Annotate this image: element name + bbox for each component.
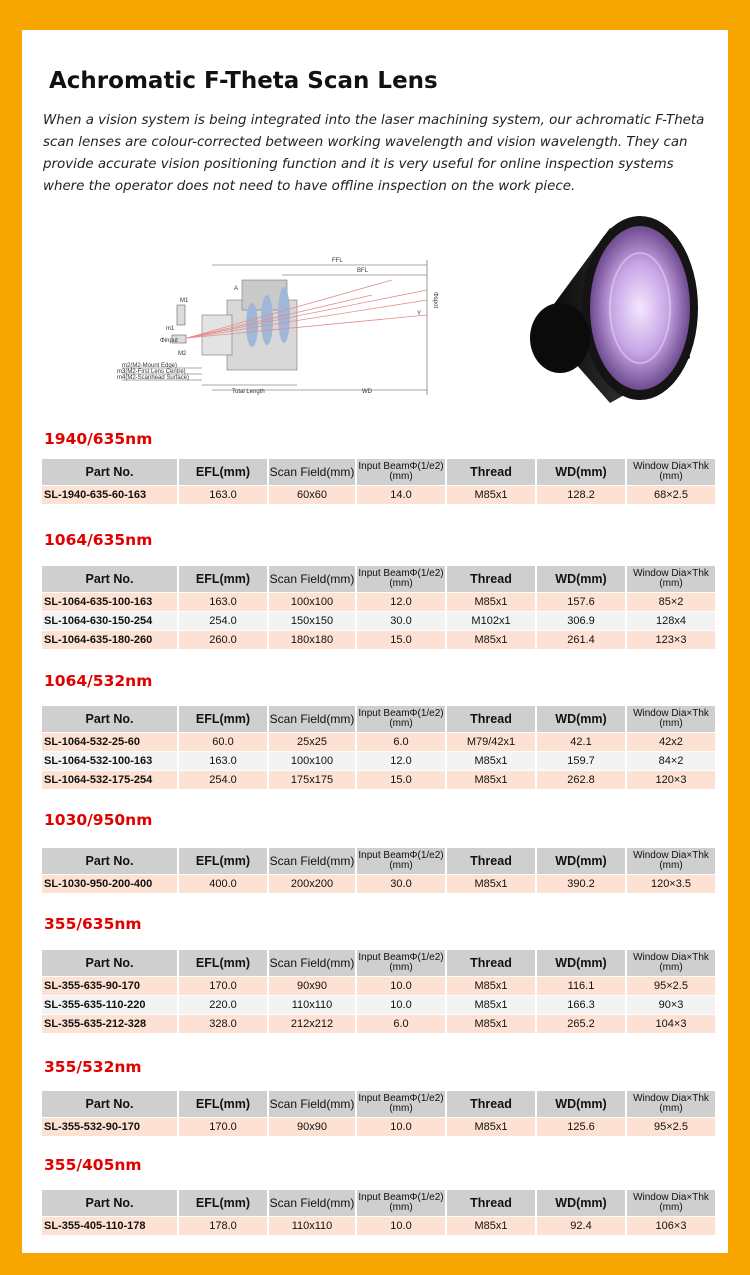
table-cell: 10.0 [357,1217,445,1235]
table-cell: 178.0 [179,1217,267,1235]
table-cell: 159.7 [537,752,625,770]
table-cell: 90x90 [269,1118,355,1136]
column-header [627,1190,715,1216]
column-header [627,459,715,485]
table-cell: 123×3 [627,631,715,649]
table-cell: 125.6 [537,1118,625,1136]
table-cell: SL-355-405-110-178 [42,1217,177,1235]
label-m1: M1 [180,298,189,304]
column-header: WD(mm) [537,1190,625,1216]
spec-table [40,949,717,1034]
column-header: WD(mm) [537,848,625,874]
column-header: Scan Field(mm) [269,950,355,976]
table-cell: M85x1 [447,486,535,504]
intro-paragraph: When a vision system is being integrated into the laser machining system, our achromatic F-Theta scan lenses are colour-corrected between working wavelength and vision wavelength. They can provide accurate vision positioning function and it is very useful for online inspection systems where the operator does not need to have offline inspection on the work piece. [43,113,705,194]
table-cell: 100x100 [269,593,355,611]
column-header: Part No. [42,706,177,732]
table-cell: 163.0 [179,752,267,770]
column-header [357,1190,445,1216]
table-cell: 120×3.5 [627,875,715,893]
column-header-line: (mm) [659,1202,683,1213]
table-cell: 10.0 [357,996,445,1014]
column-header [357,1091,445,1117]
table-cell: M85x1 [447,996,535,1014]
table-cell: 390.2 [537,875,625,893]
column-header: Part No. [42,459,177,485]
column-header [627,1091,715,1117]
column-header: EFL(mm) [179,459,267,485]
table-cell: SL-1064-630-150-254 [42,612,177,630]
label-a: A [234,286,239,292]
section-title: 355/405nm [44,1156,142,1174]
spec-table [40,1090,717,1137]
table-cell: M85x1 [447,977,535,995]
column-header-line: (mm) [659,1103,683,1114]
column-header: Scan Field(mm) [269,848,355,874]
table-cell: SL-1940-635-60-163 [42,486,177,504]
table-cell: 175x175 [269,771,355,789]
column-header: WD(mm) [537,566,625,592]
column-header [357,848,445,874]
column-header: Thread [447,1091,535,1117]
table-cell: 25x25 [269,733,355,751]
column-header-line: (mm) [659,860,683,871]
section-title: 1064/635nm [44,531,153,549]
table-cell: 6.0 [357,1015,445,1033]
table-cell: 85×2 [627,593,715,611]
table-cell: 15.0 [357,631,445,649]
table-cell: 60.0 [179,733,267,751]
table-row [42,631,715,649]
column-header-line: Window Dia×Thk [633,952,709,963]
column-header-line: Input BeamΦ(1/e2) [358,1093,444,1104]
table-cell: 163.0 [179,486,267,504]
column-header-line: Input BeamΦ(1/e2) [358,461,444,472]
label-m2: M2 [178,351,187,357]
table-row [42,752,715,770]
column-header-line: (mm) [659,962,683,973]
table-cell: 30.0 [357,875,445,893]
column-header: Thread [447,1190,535,1216]
section-title: 1030/950nm [44,811,153,829]
table-cell: 104×3 [627,1015,715,1033]
column-header: EFL(mm) [179,950,267,976]
table-cell: 254.0 [179,771,267,789]
column-header-line: (mm) [389,1103,413,1114]
table-cell: M102x1 [447,612,535,630]
column-header [357,566,445,592]
column-header [627,706,715,732]
column-header: Scan Field(mm) [269,566,355,592]
column-header: WD(mm) [537,706,625,732]
table-cell: 220.0 [179,996,267,1014]
spec-table [40,1189,717,1236]
lens-product-photo [500,198,700,413]
table-cell: 10.0 [357,1118,445,1136]
table-cell: SL-1064-532-175-254 [42,771,177,789]
column-header: WD(mm) [537,950,625,976]
table-cell: 12.0 [357,593,445,611]
table-cell: M85x1 [447,631,535,649]
table-row [42,1015,715,1033]
table-cell: 128x4 [627,612,715,630]
column-header: Thread [447,459,535,485]
column-header: EFL(mm) [179,566,267,592]
table-cell: 30.0 [357,612,445,630]
column-header: Part No. [42,566,177,592]
table-cell: SL-355-635-110-220 [42,996,177,1014]
table-cell: 328.0 [179,1015,267,1033]
table-cell: 68×2.5 [627,486,715,504]
column-header-line: Input BeamΦ(1/e2) [358,952,444,963]
table-cell: 170.0 [179,1118,267,1136]
column-header-line: Window Dia×Thk [633,708,709,719]
table-cell: M85x1 [447,1217,535,1235]
table-cell: 180x180 [269,631,355,649]
column-header-line: Input BeamΦ(1/e2) [358,708,444,719]
table-cell: 42.1 [537,733,625,751]
column-header [357,950,445,976]
table-row [42,593,715,611]
column-header: Part No. [42,1190,177,1216]
table-cell: 12.0 [357,752,445,770]
table-cell: SL-355-532-90-170 [42,1118,177,1136]
table-cell: 106×3 [627,1217,715,1235]
table-cell: 128.2 [537,486,625,504]
table-row [42,612,715,630]
column-header: Scan Field(mm) [269,1091,355,1117]
section-title: 1064/532nm [44,672,153,690]
table-cell: 14.0 [357,486,445,504]
column-header-line: (mm) [389,578,413,589]
column-header: Part No. [42,1091,177,1117]
column-header: WD(mm) [537,459,625,485]
column-header-line: Input BeamΦ(1/e2) [358,850,444,861]
column-header-line: Window Dia×Thk [633,1093,709,1104]
column-header: Part No. [42,848,177,874]
table-cell: 163.0 [179,593,267,611]
table-cell: SL-1030-950-200-400 [42,875,177,893]
table-cell: 15.0 [357,771,445,789]
column-header: Part No. [42,950,177,976]
section-title: 355/635nm [44,915,142,933]
label-wd: WD [362,389,372,395]
column-header-line: (mm) [389,1202,413,1213]
column-header-line: (mm) [389,860,413,871]
table-cell: 110x110 [269,1217,355,1235]
table-cell: 262.8 [537,771,625,789]
column-header: Thread [447,950,535,976]
table-row [42,733,715,751]
label-y: Y [417,311,422,317]
column-header: Scan Field(mm) [269,1190,355,1216]
column-header-line: Window Dia×Thk [633,850,709,861]
label-dinput: Φinput [160,338,178,344]
column-header [627,848,715,874]
table-cell: 261.4 [537,631,625,649]
table-cell: SL-1064-635-180-260 [42,631,177,649]
column-header: EFL(mm) [179,1091,267,1117]
column-header [627,566,715,592]
column-header-line: Input BeamΦ(1/e2) [358,568,444,579]
page-title: Achromatic F-Theta Scan Lens [49,68,438,94]
table-cell: 95×2.5 [627,1118,715,1136]
column-header-line: (mm) [389,471,413,482]
label-total-length: Total Length [232,389,265,395]
table-cell: 10.0 [357,977,445,995]
spec-table [40,565,717,650]
note-m2: m2(M2-Mount Edge) [122,363,178,369]
table-cell: 92.4 [537,1217,625,1235]
table-cell: 200x200 [269,875,355,893]
column-header: WD(mm) [537,1091,625,1117]
table-cell: 157.6 [537,593,625,611]
table-cell: M85x1 [447,1118,535,1136]
label-ffl: FFL [332,258,343,264]
column-header: Thread [447,706,535,732]
table-cell: SL-355-635-90-170 [42,977,177,995]
column-header-line: Window Dia×Thk [633,568,709,579]
label-dspot: Φspot [432,292,438,309]
table-cell: 260.0 [179,631,267,649]
column-header [357,706,445,732]
table-cell: 6.0 [357,733,445,751]
table-cell: M85x1 [447,593,535,611]
column-header-line: Window Dia×Thk [633,1192,709,1203]
column-header-line: Input BeamΦ(1/e2) [358,1192,444,1203]
spec-table [40,705,717,790]
table-cell: 116.1 [537,977,625,995]
table-row [42,1118,715,1136]
table-cell: M85x1 [447,771,535,789]
table-row [42,996,715,1014]
table-cell: 212x212 [269,1015,355,1033]
column-header-line: (mm) [659,471,683,482]
column-header: Thread [447,566,535,592]
table-row [42,1217,715,1235]
note-m4: m4(M2-Scanhead Surface) [117,375,190,381]
column-header: EFL(mm) [179,848,267,874]
table-row [42,875,715,893]
table-cell: SL-1064-635-100-163 [42,593,177,611]
table-row [42,486,715,504]
table-cell: 166.3 [537,996,625,1014]
column-header: Scan Field(mm) [269,706,355,732]
note-m3: m3(M2-First Lens Centre) [117,369,186,375]
table-cell: SL-1064-532-100-163 [42,752,177,770]
table-cell: 95×2.5 [627,977,715,995]
table-cell: M85x1 [447,1015,535,1033]
table-cell: 90×3 [627,996,715,1014]
section-title: 355/532nm [44,1058,142,1076]
column-header: Scan Field(mm) [269,459,355,485]
table-cell: 110x110 [269,996,355,1014]
label-m1-small: m1 [166,326,175,332]
section-title: 1940/635nm [44,430,153,448]
column-header [357,459,445,485]
column-header-line: (mm) [389,962,413,973]
table-cell: 170.0 [179,977,267,995]
table-cell: 90x90 [269,977,355,995]
table-cell: 100x100 [269,752,355,770]
table-cell: 150x150 [269,612,355,630]
column-header [627,950,715,976]
table-cell: M85x1 [447,752,535,770]
table-cell: 120×3 [627,771,715,789]
column-header: Thread [447,848,535,874]
spec-table [40,847,717,894]
table-cell: SL-1064-532-25-60 [42,733,177,751]
table-cell: SL-355-635-212-328 [42,1015,177,1033]
table-cell: 84×2 [627,752,715,770]
column-header-line: Window Dia×Thk [633,461,709,472]
table-row [42,977,715,995]
table-cell: 306.9 [537,612,625,630]
table-cell: M85x1 [447,875,535,893]
optical-layout-diagram [92,220,438,400]
table-cell: 254.0 [179,612,267,630]
column-header-line: (mm) [659,578,683,589]
column-header-line: (mm) [659,718,683,729]
table-cell: 400.0 [179,875,267,893]
table-cell: M79/42x1 [447,733,535,751]
table-cell: 42x2 [627,733,715,751]
label-bfl: BFL [357,268,369,274]
column-header: EFL(mm) [179,706,267,732]
table-row [42,771,715,789]
column-header-line: (mm) [389,718,413,729]
table-cell: 265.2 [537,1015,625,1033]
table-cell: 60x60 [269,486,355,504]
spec-table [40,458,717,505]
column-header: EFL(mm) [179,1190,267,1216]
